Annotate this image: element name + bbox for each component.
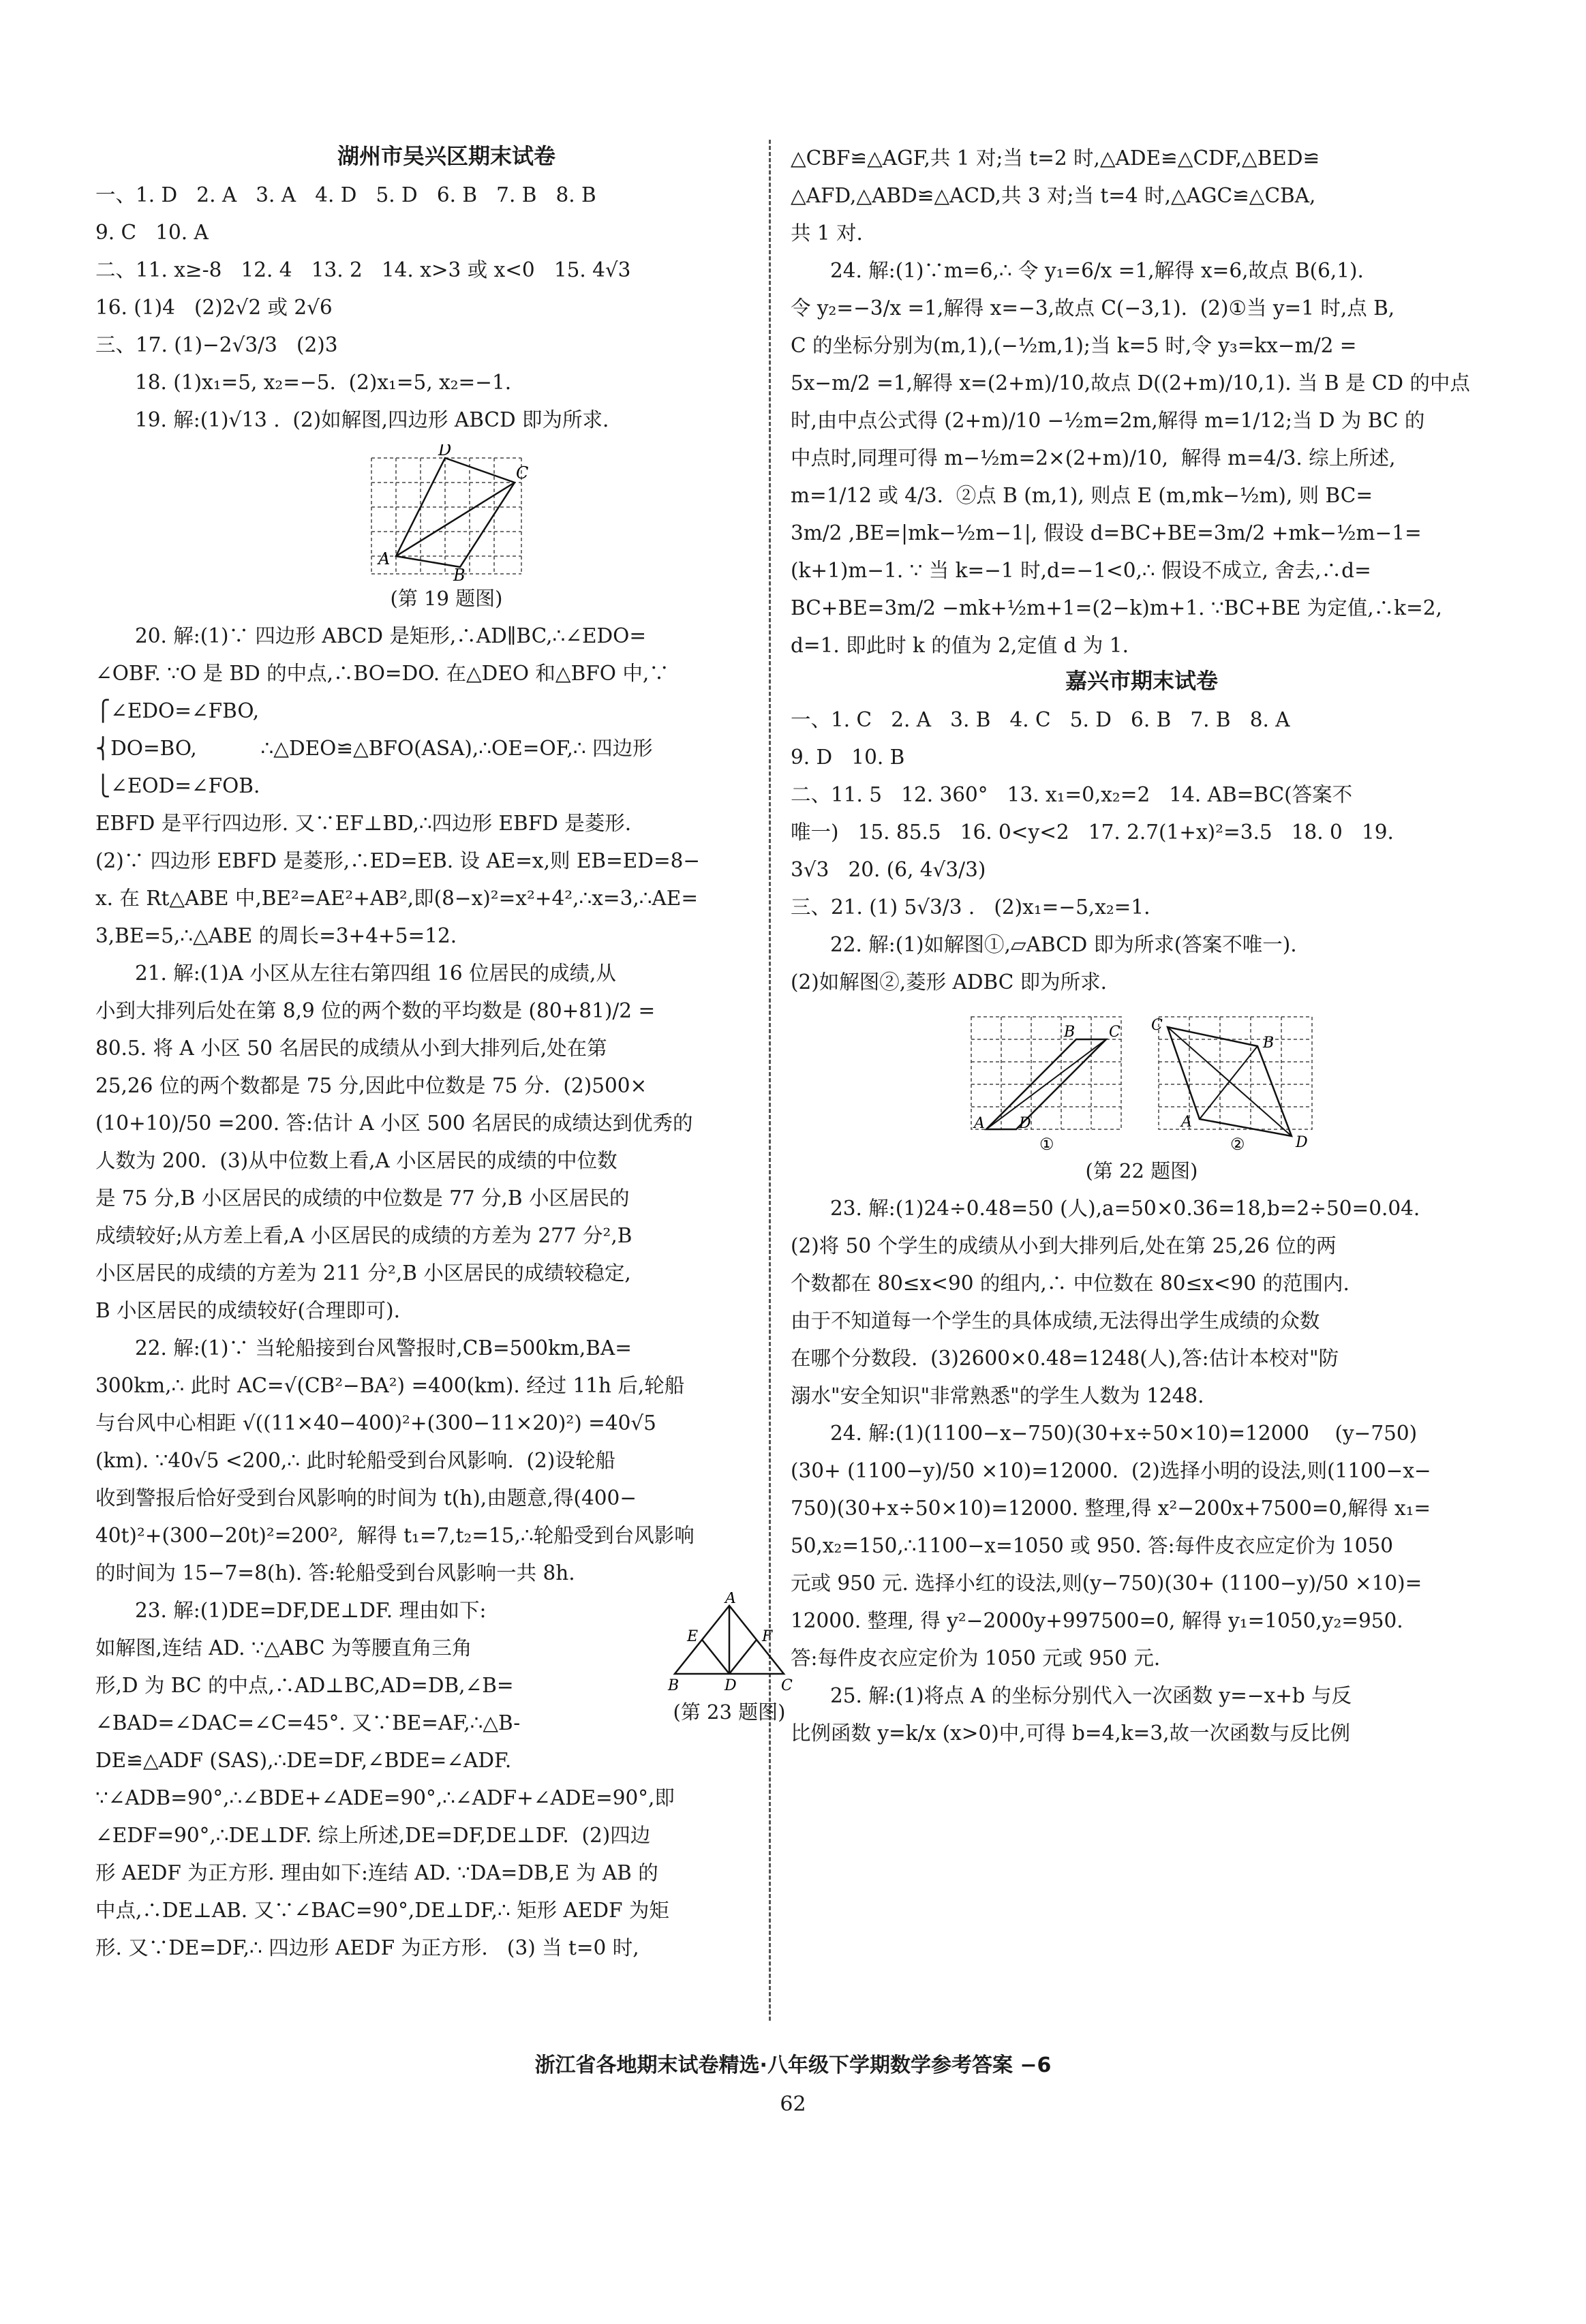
fig22-label: C bbox=[1151, 1017, 1163, 1034]
q24-line: (k+1)m−1. ∵ 当 k=−1 时,d=−1<0,∴ 假设不成立, 舍去,∴d= bbox=[791, 559, 1371, 582]
q22-line: 的时间为 15−7=8(h). 答:轮船受到台风影响一共 8h. bbox=[95, 1561, 575, 1585]
q23-line: 形. 又∵DE=DF,∴ 四边形 AEDF 为正方形. (3) 当 t=0 时, bbox=[95, 1936, 639, 1959]
fig22-label: D bbox=[1019, 1115, 1031, 1132]
q24b-line: 12000. 整理, 得 y²−2000y+997500=0, 解得 y₁=1050,y₂=950. bbox=[791, 1609, 1403, 1632]
figure-23-caption: (第 23 题图) bbox=[673, 1700, 786, 1724]
fig23-label: A bbox=[725, 1592, 736, 1607]
fig22-label: B bbox=[1263, 1035, 1275, 1052]
q24b-line: 750)(30+x÷50×10)=12000. 整理,得 x²−200x+7500=0,解得 x₁= bbox=[791, 1497, 1431, 1520]
q21-line: 80.5. 将 A 小区 50 名居民的成绩从小到大排列后,处在第 bbox=[95, 1037, 607, 1060]
fig23-label: E bbox=[687, 1628, 699, 1645]
q21-line: 小区居民的成绩的方差为 211 分²,B 小区居民的成绩较稳定, bbox=[95, 1262, 631, 1285]
q22b-line: 22. 解:(1)如解图①,▱ABCD 即为所求(答案不唯一). bbox=[830, 933, 1297, 956]
q22-line: 收到警报后恰好受到台风影响的时间为 t(h),由题意,得(400− bbox=[95, 1486, 637, 1510]
q23b-line: (2)将 50 个学生的成绩从小到大排列后,处在第 25,26 位的两 bbox=[791, 1234, 1337, 1257]
q23-line: DE≌△ADF (SAS),∴DE=DF,∠BDE=∠ADF. bbox=[95, 1749, 512, 1772]
q24b-line: (30+ (1100−y)/50 ×10)=12000. (2)选择小明的设法,则(1100−x− bbox=[791, 1459, 1431, 1482]
fig23-label: C bbox=[781, 1677, 793, 1694]
q23-line: 如解图,连结 AD. ∵△ABC 为等腰直角三角 bbox=[95, 1636, 472, 1660]
answer-line: 9. C 10. A bbox=[95, 221, 209, 244]
q21-line: B 小区居民的成绩较好(合理即可). bbox=[95, 1299, 400, 1322]
q21-line: 25,26 位的两个数都是 75 分,因此中位数是 75 分. (2)500× bbox=[95, 1074, 647, 1097]
answer-line: 16. (1)4 (2)2√2 或 2√6 bbox=[95, 296, 333, 319]
q22-line: 300km,∴ 此时 AC=√(CB²−BA²) =400(km). 经过 11h 后,轮船 bbox=[95, 1374, 685, 1397]
fig22-label: D bbox=[1296, 1134, 1308, 1151]
q21-line: 是 75 分,B 小区居民的成绩的中位数是 77 分,B 小区居民的 bbox=[95, 1187, 630, 1210]
answer-line: 9. D 10. B bbox=[791, 746, 905, 769]
q24b-line: 元或 950 元. 选择小红的设法,则(y−750)(30+ (1100−y)/50 ×10)= bbox=[791, 1572, 1422, 1595]
q20-line: 20. 解:(1)∵ 四边形 ABCD 是矩形,∴AD∥BC,∴∠EDO= bbox=[135, 624, 647, 647]
fig23-label: B bbox=[668, 1677, 680, 1694]
q24-line: 5x−m/2 =1,解得 x=(2+m)/10,故点 D((2+m)/10,1). 当 B 是 CD 的中点 bbox=[791, 371, 1470, 395]
answer-line: 一、1. C 2. A 3. B 4. C 5. D 6. B 7. B 8. A bbox=[791, 708, 1290, 731]
answer-line: 唯一) 15. 85.5 16. 0<y<2 17. 2.7(1+x)²=3.5 18. 0 19. bbox=[791, 821, 1394, 844]
q21-line: (10+10)/50 =200. 答:估计 A 小区 500 名居民的成绩达到优秀的 bbox=[95, 1112, 693, 1135]
q22-line: 40t)²+(300−20t)²=200², 解得 t₁=7,t₂=15,∴轮船受到台风影响 bbox=[95, 1524, 695, 1547]
section-title-huzhou: 湖州市吴兴区期末试卷 bbox=[337, 143, 555, 169]
answer-line: 3√3 20. (6, 4√3/3) bbox=[791, 858, 986, 881]
q24-line: 令 y₂=−3/x =1,解得 x=−3,故点 C(−3,1). (2)①当 y=1 时,点 B, bbox=[791, 296, 1395, 320]
q24-line: d=1. 即此时 k 的值为 2,定值 d 为 1. bbox=[791, 634, 1129, 657]
q23-cont-line: △AFD,△ABD≌△ACD,共 3 对;当 t=4 时,△AGC≌△CBA, bbox=[791, 184, 1316, 207]
q23b-line: 在哪个分数段. (3)2600×0.48=1248(人),答:估计本校对"防 bbox=[791, 1347, 1339, 1370]
q23-line: ∠BAD=∠DAC=∠C=45°. 又∵BE=AF,∴△B- bbox=[95, 1711, 521, 1734]
q22b-line: (2)如解图②,菱形 ADBC 即为所求. bbox=[791, 970, 1108, 994]
q24-line: m=1/12 或 4/3. ②点 B (m,1), 则点 E (m,mk−½m), 则 BC= bbox=[791, 484, 1373, 507]
q23-line: 23. 解:(1)DE=DF,DE⊥DF. 理由如下: bbox=[135, 1599, 487, 1622]
fig19-label: C bbox=[516, 463, 529, 483]
fig22-label: A bbox=[974, 1115, 985, 1132]
figure-23 bbox=[661, 1592, 797, 1727]
q23-cont-line: 共 1 对. bbox=[791, 221, 863, 245]
q20-line: ⎩∠EOD=∠FOB. bbox=[95, 774, 260, 797]
q23-block bbox=[95, 1592, 797, 1779]
q23b-line: 个数都在 80≤x<90 的组内,∴ 中位数在 80≤x<90 的范围内. bbox=[791, 1272, 1349, 1295]
fig22-label: C bbox=[1109, 1024, 1120, 1041]
figure-19 bbox=[358, 444, 535, 581]
q24-line: BC+BE=3m/2 −mk+½m+1=(2−k)m+1. ∵BC+BE 为定值,∴k=2, bbox=[791, 596, 1442, 620]
q20-line: ⎨DO=BO, ∴△DEO≌△BFO(ASA),∴OE=OF,∴ 四边形 bbox=[95, 737, 653, 760]
q20-line: 3,BE=5,∴△ABE 的周长=3+4+5=12. bbox=[95, 924, 457, 947]
q24-line: 3m/2 ,BE=|mk−½m−1|, 假设 d=BC+BE=3m/2 +mk−½m−1= bbox=[791, 521, 1422, 545]
q24-line: 中点时,同理可得 m−½m=2×(2+m)/10, 解得 m=4/3. 综上所述, bbox=[791, 446, 1396, 470]
figure-22-caption: (第 22 题图) bbox=[1085, 1159, 1198, 1182]
q24b-line: 答:每件皮衣应定价为 1050 元或 950 元. bbox=[791, 1647, 1161, 1670]
q23-line: 形 AEDF 为正方形. 理由如下:连结 AD. ∵DA=DB,E 为 AB 的 bbox=[95, 1861, 658, 1884]
q23-cont-line: △CBF≌△AGF,共 1 对;当 t=2 时,△ADE≌△CDF,△BED≌ bbox=[791, 147, 1320, 170]
q24-line: C 的坐标分别为(m,1),(−½m,1);当 k=5 时,令 y₃=kx−m/2 = bbox=[791, 334, 1357, 357]
figure-22-diagram bbox=[964, 1007, 1319, 1153]
page-number: 62 bbox=[780, 2092, 806, 2116]
q22-line: 22. 解:(1)∵ 当轮船接到台风警报时,CB=500km,BA= bbox=[135, 1336, 632, 1360]
q25-line: 比例函数 y=k/x (x>0)中,可得 b=4,k=3,故一次函数与反比例 bbox=[791, 1722, 1350, 1745]
section-title-jiaxing: 嘉兴市期末试卷 bbox=[1065, 668, 1218, 694]
q20-line: EBFD 是平行四边形. 又∵EF⊥BD,∴四边形 EBFD 是菱形. bbox=[95, 812, 632, 835]
q23-line: 中点,∴DE⊥AB. 又∵∠BAC=90°,DE⊥DF,∴ 矩形 AEDF 为矩 bbox=[95, 1899, 669, 1922]
q21-line: 小到大排列后处在第 8,9 位的两个数的平均数是 (80+81)/2 = bbox=[95, 999, 656, 1022]
q21-line: 成绩较好;从方差上看,A 小区居民的成绩的方差为 277 分²,B bbox=[95, 1224, 632, 1247]
fig22-label: B bbox=[1064, 1024, 1076, 1041]
q20-line: ⎧∠EDO=∠FBO, bbox=[95, 699, 260, 722]
q24-line: 时,由中点公式得 (2+m)/10 −½m=2m,解得 m=1/12;当 D 为 BC 的 bbox=[791, 409, 1425, 432]
q23b-line: 由于不知道每一个学生的具体成绩,无法得出学生成绩的众数 bbox=[791, 1309, 1320, 1332]
q21-line: 人数为 200. (3)从中位数上看,A 小区居民的成绩的中位数 bbox=[95, 1149, 617, 1172]
fig22-label: A bbox=[1181, 1114, 1192, 1131]
fig19-label: A bbox=[378, 549, 391, 568]
q24b-line: 24. 解:(1)(1100−x−750)(30+x÷50×10)=12000 (y−750) bbox=[830, 1422, 1418, 1445]
answer-line: 二、11. x≥-8 12. 4 13. 2 14. x>3 或 x<0 15. 4√3 bbox=[95, 258, 631, 281]
figure-23-diagram bbox=[661, 1592, 797, 1694]
figure-22 bbox=[964, 1007, 1319, 1153]
q22-line: (km). ∵40√5 <200,∴ 此时轮船受到台风影响. (2)设轮船 bbox=[95, 1449, 615, 1472]
answer-line: 二、11. 5 12. 360° 13. x₁=0,x₂=2 14. AB=BC(答案不 bbox=[791, 783, 1353, 806]
footer-title: 浙江省各地期末试卷精选·八年级下学期数学参考答案 −6 bbox=[534, 2053, 1052, 2077]
figure-19-caption: (第 19 题图) bbox=[390, 587, 503, 610]
answer-line: 三、21. (1) 5√3/3 . (2)x₁=−5,x₂=1. bbox=[791, 896, 1150, 919]
q23-line: ∠EDF=90°,∴DE⊥DF. 综上所述,DE=DF,DE⊥DF. (2)四边 bbox=[95, 1824, 651, 1847]
answer-line: 三、17. (1)−2√3/3 (2)3 bbox=[95, 333, 338, 356]
fig19-label: D bbox=[438, 444, 452, 459]
q24-line: 24. 解:(1)∵m=6,∴ 令 y₁=6/x =1,解得 x=6,故点 B(6,1). bbox=[830, 259, 1364, 282]
q22-line: 与台风中心相距 √((11×40−400)²+(300−11×20)²) =40√5 bbox=[95, 1411, 656, 1435]
q20-line: ∠OBF. ∵O 是 BD 的中点,∴BO=DO. 在△DEO 和△BFO 中,∵ bbox=[95, 662, 669, 685]
fig23-label: F bbox=[762, 1628, 773, 1645]
q20-line: (2)∵ 四边形 EBFD 是菱形,∴ED=EB. 设 AE=x,则 EB=ED=8− bbox=[95, 849, 701, 872]
q23-line: 形,D 为 BC 的中点,∴AD⊥BC,AD=DB,∠B= bbox=[95, 1674, 514, 1697]
q20-line: x. 在 Rt△ABE 中,BE²=AE²+AB²,即(8−x)²=x²+4²,∴x=3,∴AE= bbox=[95, 887, 699, 910]
q23-line: ∵∠ADB=90°,∴∠BDE+∠ADE=90°,∴∠ADF+∠ADE=90°,即 bbox=[95, 1786, 675, 1809]
fig19-label: B bbox=[453, 566, 466, 581]
q23b-line: 23. 解:(1)24÷0.48=50 (人),a=50×0.36=18,b=2÷50=0.04. bbox=[830, 1197, 1420, 1220]
left-column bbox=[95, 140, 797, 1967]
answer-line: 19. 解:(1)√13 . (2)如解图,四边形 ABCD 即为所求. bbox=[135, 408, 609, 431]
fig22-sub-label: ① bbox=[1039, 1135, 1054, 1153]
answer-line: 18. (1)x₁=5, x₂=−5. (2)x₁=5, x₂=−1. bbox=[135, 371, 512, 394]
figure-19-diagram bbox=[358, 444, 535, 581]
q24b-line: 50,x₂=150,∴1100−x=1050 或 950. 答:每件皮衣应定价为 1050 bbox=[791, 1534, 1393, 1557]
right-column bbox=[791, 140, 1493, 1752]
fig23-label: D bbox=[725, 1677, 737, 1694]
q23b-line: 溺水"安全知识"非常熟悉"的学生人数为 1248. bbox=[791, 1384, 1204, 1407]
answer-line: 一、1. D 2. A 3. A 4. D 5. D 6. B 7. B 8. B bbox=[95, 183, 596, 207]
q21-line: 21. 解:(1)A 小区从左往右第四组 16 位居民的成绩,从 bbox=[135, 962, 616, 985]
q25-line: 25. 解:(1)将点 A 的坐标分别代入一次函数 y=−x+b 与反 bbox=[830, 1684, 1352, 1707]
fig22-sub-label: ② bbox=[1230, 1135, 1245, 1153]
